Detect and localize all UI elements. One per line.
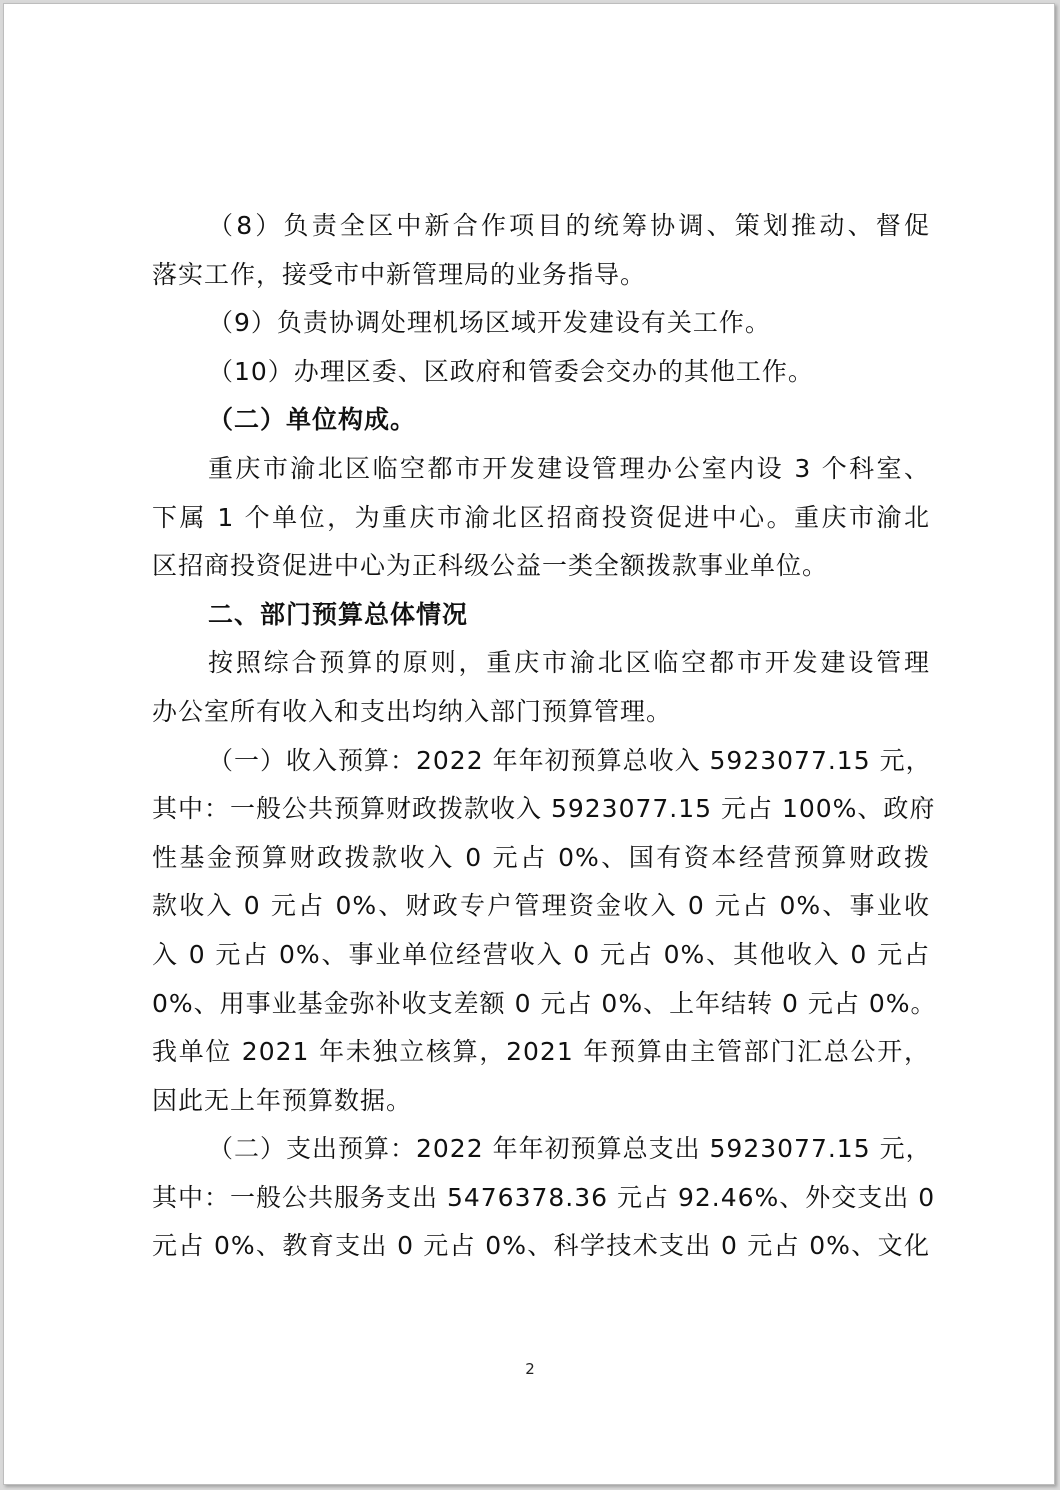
text-line: （10）办理区委、区政府和管委会交办的其他工作。 [208,356,814,386]
text-line: 款收入 0 元占 0%、财政专户管理资金收入 0 元占 0%、事业收 [152,891,930,921]
text-line: 性基金预算财政拨款收入 0 元占 0%、国有资本经营预算财政拨 [152,842,930,872]
text-line: （8）负责全区中新合作项目的统筹协调、策划推动、督促 [208,211,930,240]
text-line: 区招商投资促进中心为正科级公益一类全额拨款事业单位。 [152,551,829,581]
document-body [152,202,937,1271]
text-line: 其中：一般公共预算财政拨款收入 5923077.15 元占 100%、政府 [152,794,936,824]
text-line: 按照综合预算的原则，重庆市渝北区临空都市开发建设管理 [208,648,930,678]
text-line: 其中：一般公共服务支出 5476378.36 元占 92.46%、外交支出 0 [152,1182,936,1212]
text-line: 办公室所有收入和支出均纳入部门预算管理。 [152,696,673,726]
text-line: （二）支出预算：2022 年年初预算总支出 5923077.15 元， [208,1134,932,1164]
text-line: 我单位 2021 年未独立核算，2021 年预算由主管部门汇总公开， [152,1037,930,1067]
section-heading: （二）单位构成。 [208,405,417,435]
text-line: 下属 1 个单位，为重庆市渝北区招商投资促进中心。重庆市渝北 [152,502,930,532]
text-line: （9）负责协调处理机场区域开发建设有关工作。 [208,308,771,338]
text-line: 元占 0%、教育支出 0 元占 0%、科学技术支出 0 元占 0%、文化 [152,1231,930,1261]
document-page [3,3,1055,1485]
text-line: 落实工作，接受市中新管理局的业务指导。 [152,259,647,289]
page-number: 2 [525,1360,535,1378]
text-line: （一）收入预算：2022 年年初预算总收入 5923077.15 元， [208,745,932,775]
text-line: 因此无上年预算数据。 [152,1085,413,1115]
text-line: 重庆市渝北区临空都市开发建设管理办公室内设 3 个科室、 [208,453,930,483]
text-line: 0%、用事业基金弥补收支差额 0 元占 0%、上年结转 0 元占 0%。 [152,988,937,1018]
section-heading: 二、部门预算总体情况 [208,599,469,629]
text-line: 入 0 元占 0%、事业单位经营收入 0 元占 0%、其他收入 0 元占 [152,939,930,969]
